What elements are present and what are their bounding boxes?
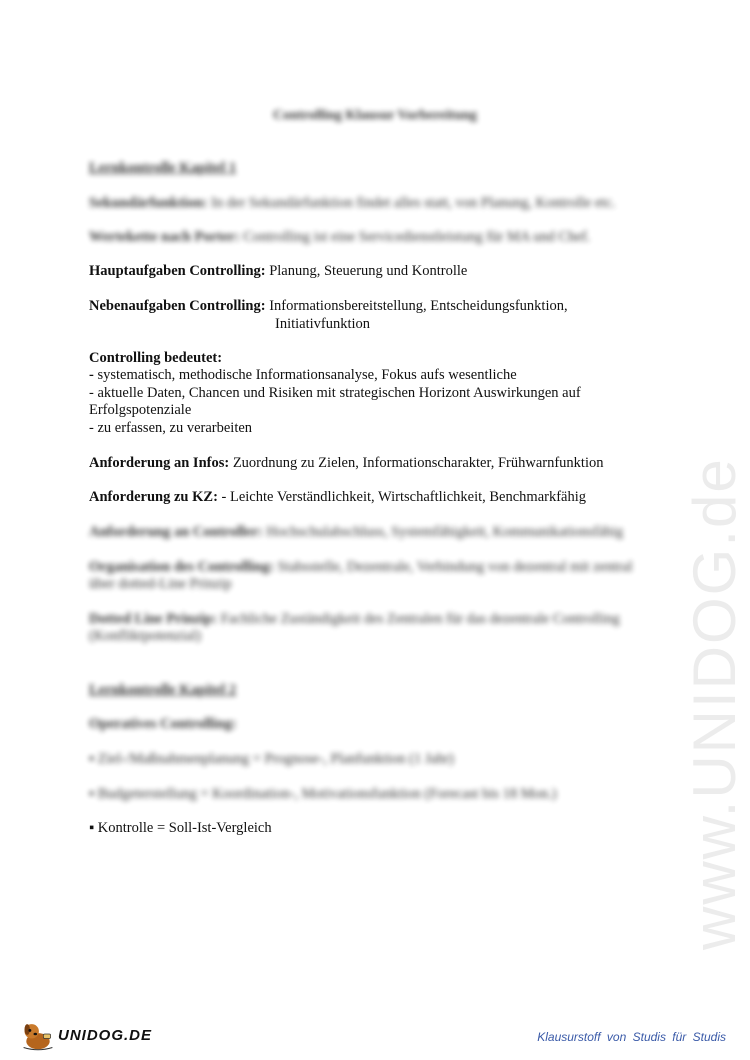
dotted-line bbox=[89, 611, 620, 628]
dotted-label: Dotted Line Prinzip: bbox=[89, 611, 218, 627]
hauptaufgaben-label: Hauptaufgaben Controlling: bbox=[89, 263, 266, 279]
bullet-item-3: ▪ Kontrolle = Soll-Ist-Vergleich bbox=[89, 820, 272, 836]
sekundaer-label: Sekundärfunktion: bbox=[89, 195, 208, 211]
bullet-item-2: ▪ Budgeterstellung = Koordination-, Motivationsfunktion (Forecast bis 18 Mon.) bbox=[89, 786, 557, 802]
bedeutet-item-2: - aktuelle Daten, Chancen und Risiken mit strategischen Horizont Auswirkungen auf bbox=[89, 385, 581, 401]
dotted-text: Fachliche Zuständigkeit des Zentralen für das dezentrale Controlling bbox=[220, 611, 620, 627]
organisation-text: Stabsstelle, Dezentrale, Verbindung von dezentral mit zentral bbox=[277, 559, 633, 575]
bedeutet-item-1-text: systematisch, methodische Informationsanalyse, Fokus aufs wesentliche bbox=[93, 367, 517, 383]
bedeutet-item-3: - zu erfassen, zu verarbeiten bbox=[89, 420, 253, 436]
nebenaufgaben-line bbox=[89, 298, 568, 315]
controller-text: Hochschulabschluss, Systemfähigkeit, Kommunikationsfähig bbox=[266, 524, 624, 540]
dotted-text-2: (Konfliktpotenzial) bbox=[89, 628, 201, 644]
bedeutet-item-1-dash: - bbox=[89, 367, 94, 383]
wertkette-text: Controlling ist eine Servicedienstleistung für MA und Chef. bbox=[243, 229, 591, 245]
controller-line bbox=[89, 524, 623, 541]
bedeutet-label: Controlling bedeutet: bbox=[89, 350, 223, 366]
infos-label: Anforderung an Infos: bbox=[89, 455, 230, 471]
nebenaufgaben-text: Informationsbereitstellung, Entscheidungsfunktion, bbox=[269, 298, 568, 314]
watermark: www.UNIDOG.de bbox=[681, 457, 748, 950]
chapter-1-heading: Lernkontrolle Kapitel 1 bbox=[89, 160, 237, 176]
nebenaufgaben-text-2: Initiativfunktion bbox=[275, 316, 371, 332]
bedeutet-heading bbox=[89, 350, 222, 367]
hauptaufgaben-text: Planung, Steuerung und Kontrolle bbox=[269, 263, 468, 279]
organisation-line bbox=[89, 559, 633, 576]
logo-text: UNIDOG.DE bbox=[58, 1027, 153, 1044]
sekundaer-text: In der Sekundärfunktion findet alles statt, von Planung, Kontrolle etc. bbox=[211, 195, 616, 211]
wertkette-line bbox=[89, 229, 590, 246]
operatives-heading bbox=[89, 716, 237, 733]
infos-line bbox=[89, 455, 603, 472]
infos-text: Zuordnung zu Zielen, Informationscharakter, Frühwarnfunktion bbox=[232, 455, 604, 471]
sekundaer-line bbox=[89, 195, 615, 212]
wertkette-label: Wertekette nach Porter: bbox=[89, 229, 240, 245]
bullet-item-1: ▪ Ziel-/Maßnahmenplanung = Prognose-, Planfunktion (1 Jahr) bbox=[89, 751, 454, 767]
chapter-2-heading: Lernkontrolle Kapitel 2 bbox=[89, 682, 237, 698]
document-title: Controlling Klausur Vorbereitung bbox=[273, 108, 477, 123]
kz-label: Anforderung zu KZ: bbox=[89, 489, 218, 505]
kz-line bbox=[89, 489, 586, 506]
kz-text: - Leichte Verständlichkeit, Wirtschaftlichkeit, Benchmarkfähig bbox=[221, 489, 587, 505]
dog-logo-icon bbox=[18, 1016, 58, 1052]
organisation-text-2: über dotted-Line Prinzip bbox=[89, 576, 232, 592]
bedeutet-item-1 bbox=[89, 367, 517, 384]
hauptaufgaben-line bbox=[89, 263, 467, 280]
bedeutet-item-2b: Erfolgspotenziale bbox=[89, 402, 192, 418]
operatives-label: Operatives Controlling: bbox=[89, 716, 237, 732]
controller-label: Anforderung an Controller: bbox=[89, 524, 263, 540]
nebenaufgaben-label: Nebenaufgaben Controlling: bbox=[89, 298, 266, 314]
footer-tagline: Klausurstoff von Studis für Studis bbox=[537, 1030, 726, 1044]
organisation-label: Organisation des Controlling: bbox=[89, 559, 275, 575]
